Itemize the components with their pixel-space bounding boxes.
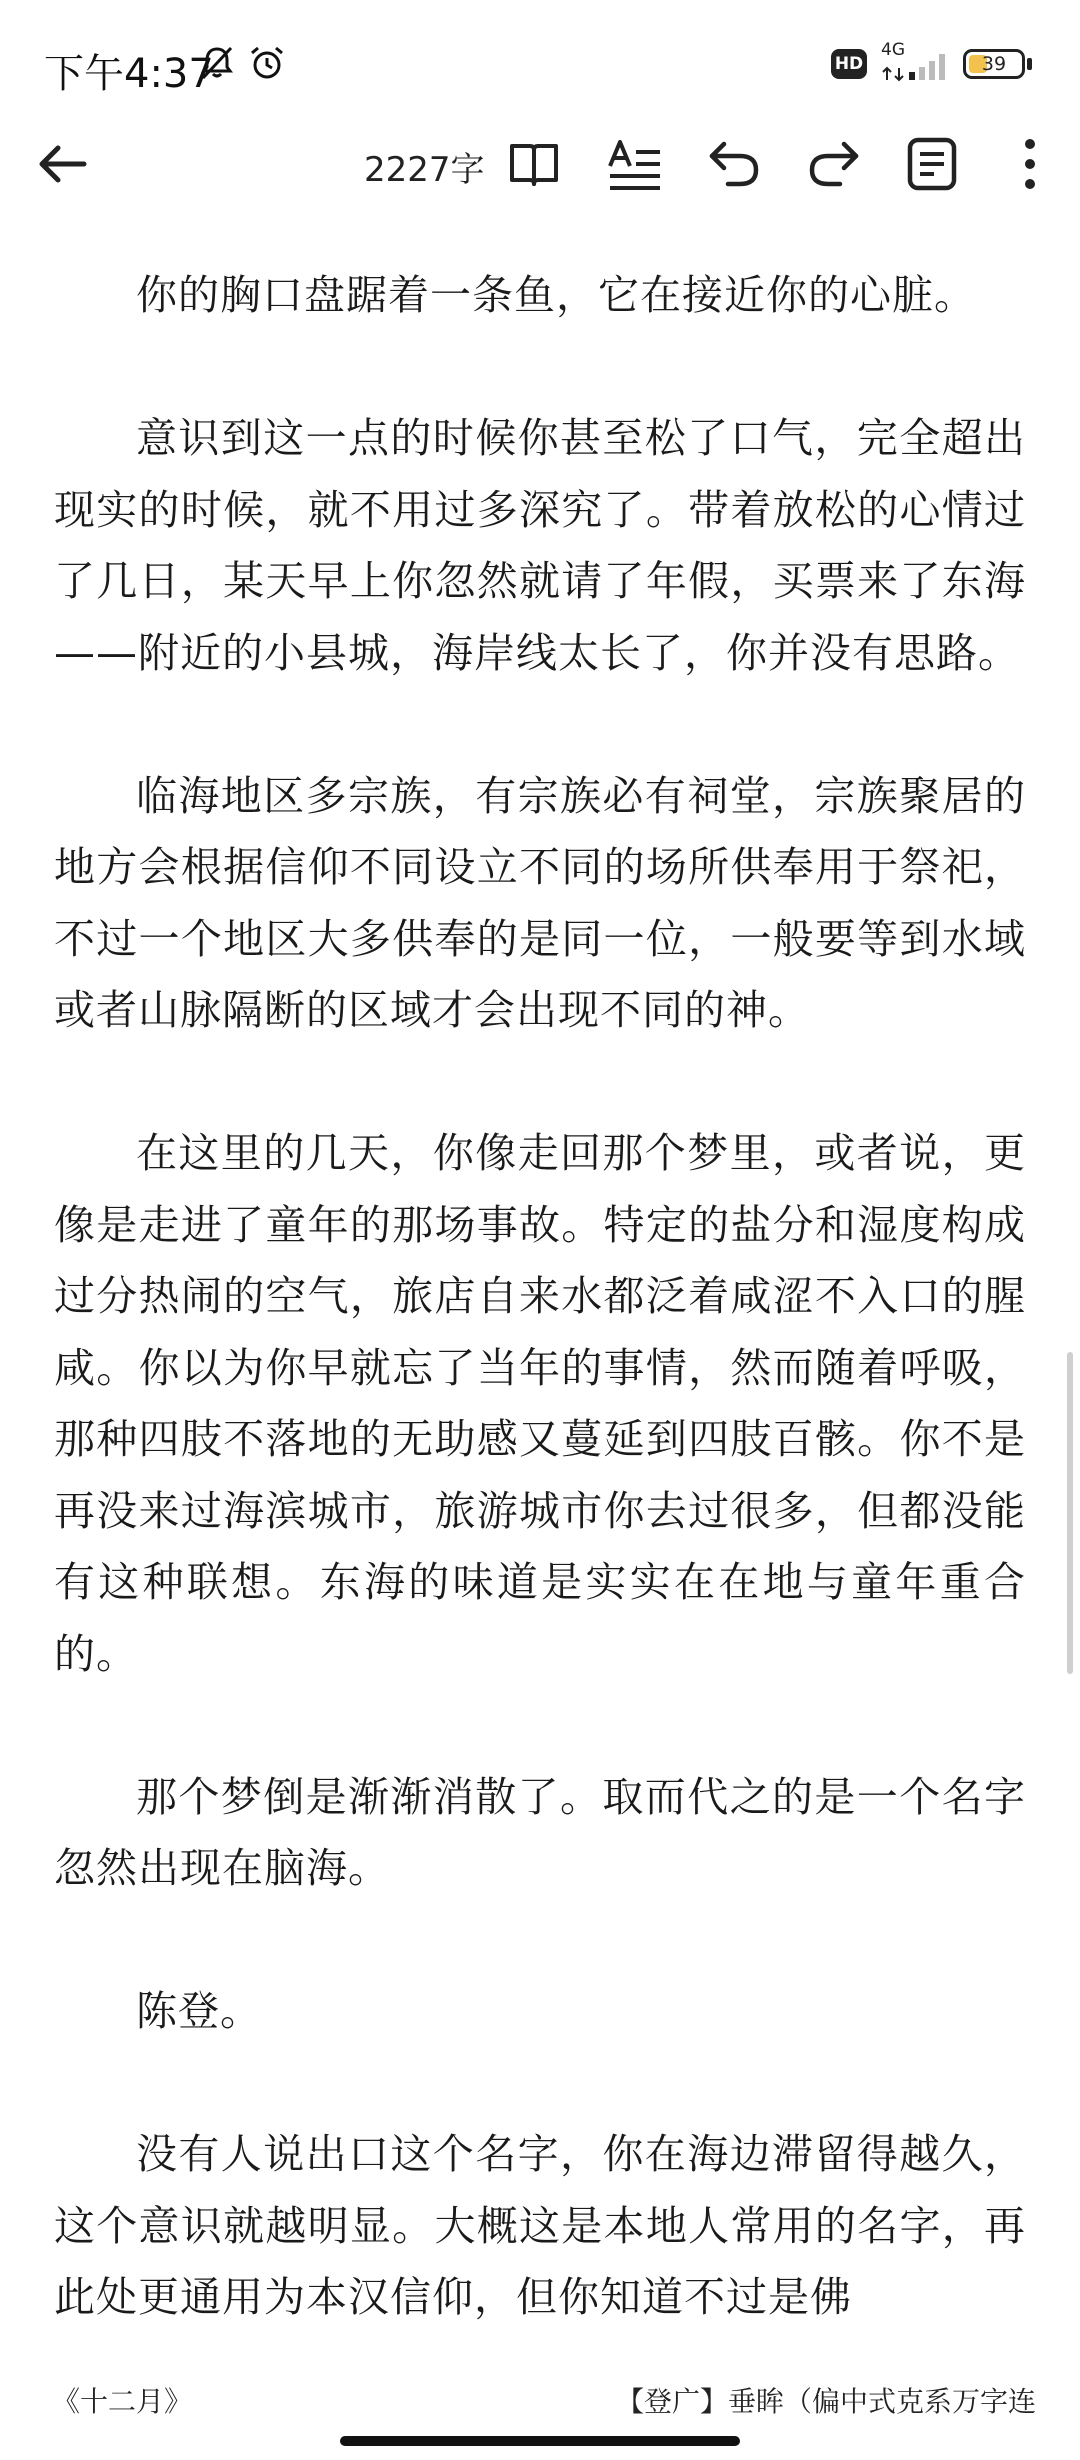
signal-icon (879, 40, 951, 82)
mute-icon (198, 44, 236, 86)
note-icon[interactable] (888, 120, 976, 208)
paragraph: 陈登。 (136, 1987, 262, 2035)
network-label: 4G (881, 40, 905, 60)
toolbar (0, 120, 1080, 208)
word-count: 2227字 (364, 150, 485, 190)
battery-level: 39 (981, 53, 1007, 75)
alarm-icon (248, 44, 286, 86)
book-title: 《十二月》 (52, 2385, 193, 2418)
scrollbar[interactable] (1067, 1352, 1073, 1674)
home-indicator[interactable] (340, 2436, 740, 2446)
paragraph: 那个梦倒是渐渐消散了。取而代之的是一个名字忽然出现在脑海。 (54, 1772, 1026, 1892)
battery-body (963, 49, 1025, 79)
status-time: 下午4:37 (44, 51, 214, 97)
status-right (831, 40, 1032, 82)
paragraph: 意识到这一点的时候你甚至松了口气，完全超出现实的时候，就不用过多深究了。带着放松的心情过了几日，某天早上你忽然就请了年假，买票来了东海——附近的小县城，海岸线太长了，你并没有思路。 (54, 414, 1026, 677)
paragraph: 你的胸口盘踞着一条鱼，它在接近你的心脏。 (136, 271, 976, 319)
undo-icon[interactable] (690, 120, 778, 208)
battery-tip (1027, 58, 1032, 70)
more-icon[interactable] (986, 120, 1074, 208)
status-icons-left (198, 44, 286, 86)
back-arrow-icon[interactable] (18, 120, 106, 208)
text-format-icon[interactable] (590, 120, 678, 208)
paragraph: 在这里的几天，你像走回那个梦里，或者说，更像是走进了童年的那场事故。特定的盐分和湿度构成过分热闹的空气，旅店自来水都泛着咸涩不入口的腥咸。你以为你早就忘了当年的事情，然而随着呼吸，那种四肢不落地的无助感又蔓延到四肢百骸。你不是再没来过海滨城市，旅游城市你去过很多，但都没能有这种联想。东海的味道是实实在在地与童年重合的。 (54, 1129, 1026, 1678)
redo-icon[interactable] (790, 120, 878, 208)
battery-icon (963, 49, 1032, 79)
footer (0, 2360, 1080, 2420)
hd-icon: HD (831, 49, 867, 79)
status-bar (0, 0, 1080, 140)
paragraph: 临海地区多宗族，有宗族必有祠堂，宗族聚居的地方会根据信仰不同设立不同的场所供奉用于祭祀，不过一个地区大多供奉的是同一位，一般要等到水域或者山脉隔断的区域才会出现不同的神。 (54, 771, 1026, 1034)
reader-content[interactable] (54, 260, 1026, 2345)
book-icon[interactable] (490, 120, 578, 208)
chapter-title: 【登广】垂眸（偏中式克系万字连 (615, 2385, 1036, 2418)
paragraph: 没有人说出口这个名字，你在海边滞留得越久，这个意识就越明显。大概这是本地人常用的名字，再此处更通用为本汉信仰，但你知道不过是佛 (54, 2130, 1026, 2321)
